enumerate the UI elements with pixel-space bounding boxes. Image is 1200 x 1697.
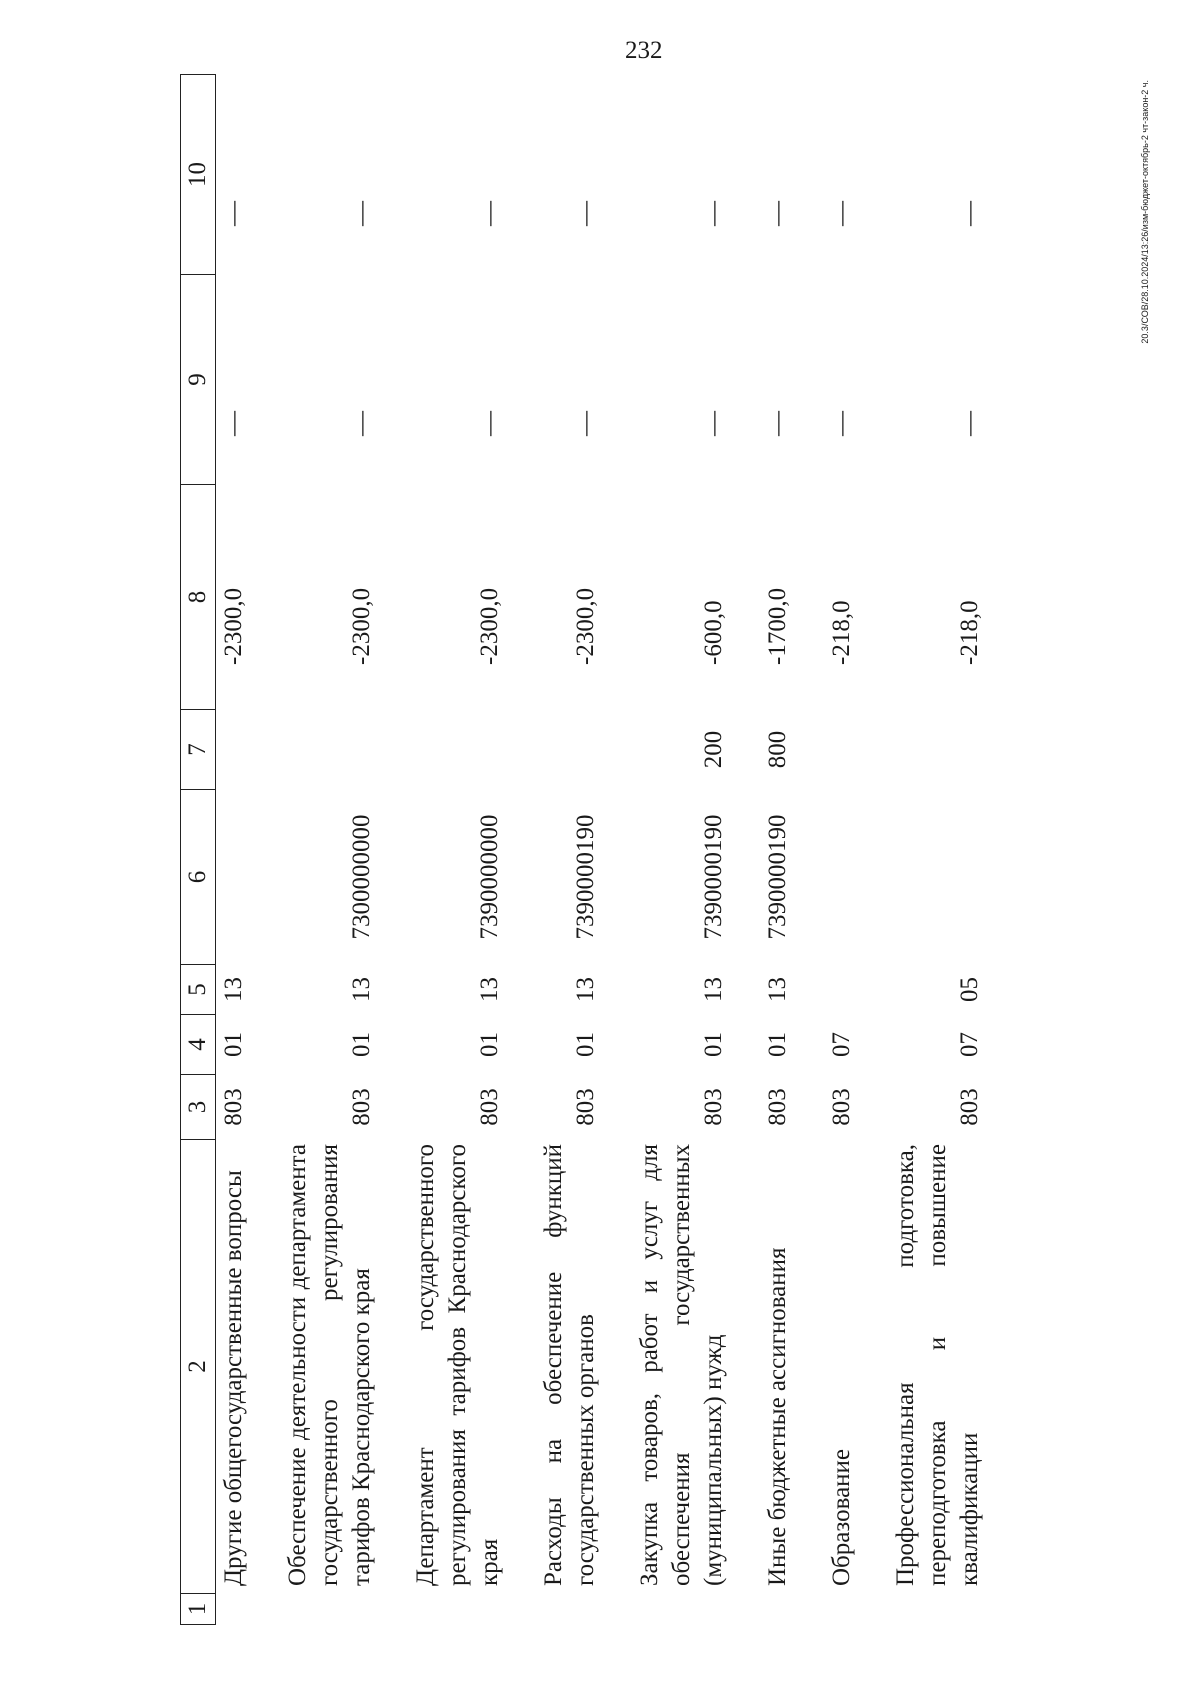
cell-c5	[800, 965, 864, 1015]
cell-c4: 01	[608, 1015, 736, 1075]
cell-c3: 803	[384, 1075, 512, 1140]
header-col-4: 4	[181, 1015, 216, 1075]
cell-c3: 803	[512, 1075, 608, 1140]
cell-c3: 803	[608, 1075, 736, 1140]
cell-c7	[256, 710, 384, 790]
cell-c7	[384, 710, 512, 790]
table-row	[512, 75, 608, 1625]
cell-c4: 01	[736, 1015, 800, 1075]
cell-c8: -2300,0	[384, 485, 512, 710]
cell-c3: 803	[864, 1075, 992, 1140]
table-row	[800, 75, 864, 1625]
cell-c3: 803	[800, 1075, 864, 1140]
cell-c10: —	[608, 75, 736, 275]
cell-c9: —	[512, 275, 608, 485]
header-col-10: 10	[181, 75, 216, 275]
row-name: Обеспечение деятельности департамента государственного регулирования тарифов Краснодарского края	[256, 1140, 384, 1625]
cell-c6	[216, 790, 257, 965]
cell-c8: -218,0	[800, 485, 864, 710]
header-col-5: 5	[181, 965, 216, 1015]
cell-c8: -2300,0	[512, 485, 608, 710]
cell-c7	[216, 710, 257, 790]
footer-code: 20.3/СОВ/28.10.2024/13:26/изм-бюджет-октябрь-2 чт-закон-2 ч.	[1140, 80, 1150, 344]
header-cell-1-2	[181, 1140, 216, 1625]
cell-c7: 800	[736, 710, 800, 790]
page-number: 232	[625, 37, 663, 64]
header-col-1: 1	[181, 1593, 215, 1624]
budget-table	[180, 74, 992, 1625]
cell-c5: 05	[864, 965, 992, 1015]
table-row	[864, 75, 992, 1625]
cell-c10: —	[256, 75, 384, 275]
cell-c5: 13	[256, 965, 384, 1015]
cell-c9: —	[736, 275, 800, 485]
table-row	[608, 75, 736, 1625]
cell-c8: -2300,0	[256, 485, 384, 710]
cell-c6: 7390000190	[608, 790, 736, 965]
cell-c10: —	[800, 75, 864, 275]
cell-c8: -600,0	[608, 485, 736, 710]
cell-c6: 7390000190	[736, 790, 800, 965]
table-header-row	[181, 75, 216, 1625]
row-name: Департамент государственного регулирования тарифов Краснодарского края	[384, 1140, 512, 1625]
cell-c8: -218,0	[864, 485, 992, 710]
table-row	[736, 75, 800, 1625]
cell-c9: —	[256, 275, 384, 485]
cell-c7	[512, 710, 608, 790]
header-col-2: 2	[184, 1360, 211, 1373]
row-name: Другие общегосударственные вопросы	[216, 1140, 257, 1625]
header-col-8: 8	[181, 485, 216, 710]
cell-c7	[800, 710, 864, 790]
cell-c10: —	[736, 75, 800, 275]
cell-c8: -1700,0	[736, 485, 800, 710]
rotated-table-container	[180, 75, 983, 1625]
cell-c3: 803	[736, 1075, 800, 1140]
cell-c4: 01	[256, 1015, 384, 1075]
cell-c9: —	[800, 275, 864, 485]
header-col-3: 3	[181, 1075, 216, 1140]
cell-c6	[800, 790, 864, 965]
table-row	[256, 75, 384, 1625]
cell-c9: —	[864, 275, 992, 485]
table-row	[216, 75, 257, 1625]
cell-c5: 13	[512, 965, 608, 1015]
cell-c4: 01	[512, 1015, 608, 1075]
cell-c9: —	[216, 275, 257, 485]
header-col-9: 9	[181, 275, 216, 485]
cell-c4: 01	[384, 1015, 512, 1075]
cell-c6	[864, 790, 992, 965]
row-name: Иные бюджетные ассигнования	[736, 1140, 800, 1625]
cell-c10: —	[216, 75, 257, 275]
cell-c5: 13	[608, 965, 736, 1015]
cell-c8: -2300,0	[216, 485, 257, 710]
cell-c4: 07	[864, 1015, 992, 1075]
cell-c4: 01	[216, 1015, 257, 1075]
cell-c3: 803	[256, 1075, 384, 1140]
cell-c9: —	[384, 275, 512, 485]
header-col-7: 7	[181, 710, 216, 790]
cell-c7: 200	[608, 710, 736, 790]
header-col-6: 6	[181, 790, 216, 965]
row-name: Закупка товаров, работ и услуг для обеспечения государственных (муниципальных) нужд	[608, 1140, 736, 1625]
cell-c5: 13	[384, 965, 512, 1015]
row-name: Профессиональная подготовка, переподготовка и повышение квалификации	[864, 1140, 992, 1625]
cell-c6: 7300000000	[256, 790, 384, 965]
table-row	[384, 75, 512, 1625]
cell-c10: —	[384, 75, 512, 275]
cell-c3: 803	[216, 1075, 257, 1140]
row-name: Образование	[800, 1140, 864, 1625]
row-name: Расходы на обеспечение функций государственных органов	[512, 1140, 608, 1625]
cell-c5: 13	[216, 965, 257, 1015]
cell-c9: —	[608, 275, 736, 485]
cell-c7	[864, 710, 992, 790]
cell-c5: 13	[736, 965, 800, 1015]
cell-c10: —	[512, 75, 608, 275]
cell-c4: 07	[800, 1015, 864, 1075]
cell-c6: 7390000000	[384, 790, 512, 965]
table-body	[216, 75, 993, 1625]
cell-c6: 7390000190	[512, 790, 608, 965]
cell-c10: —	[864, 75, 992, 275]
